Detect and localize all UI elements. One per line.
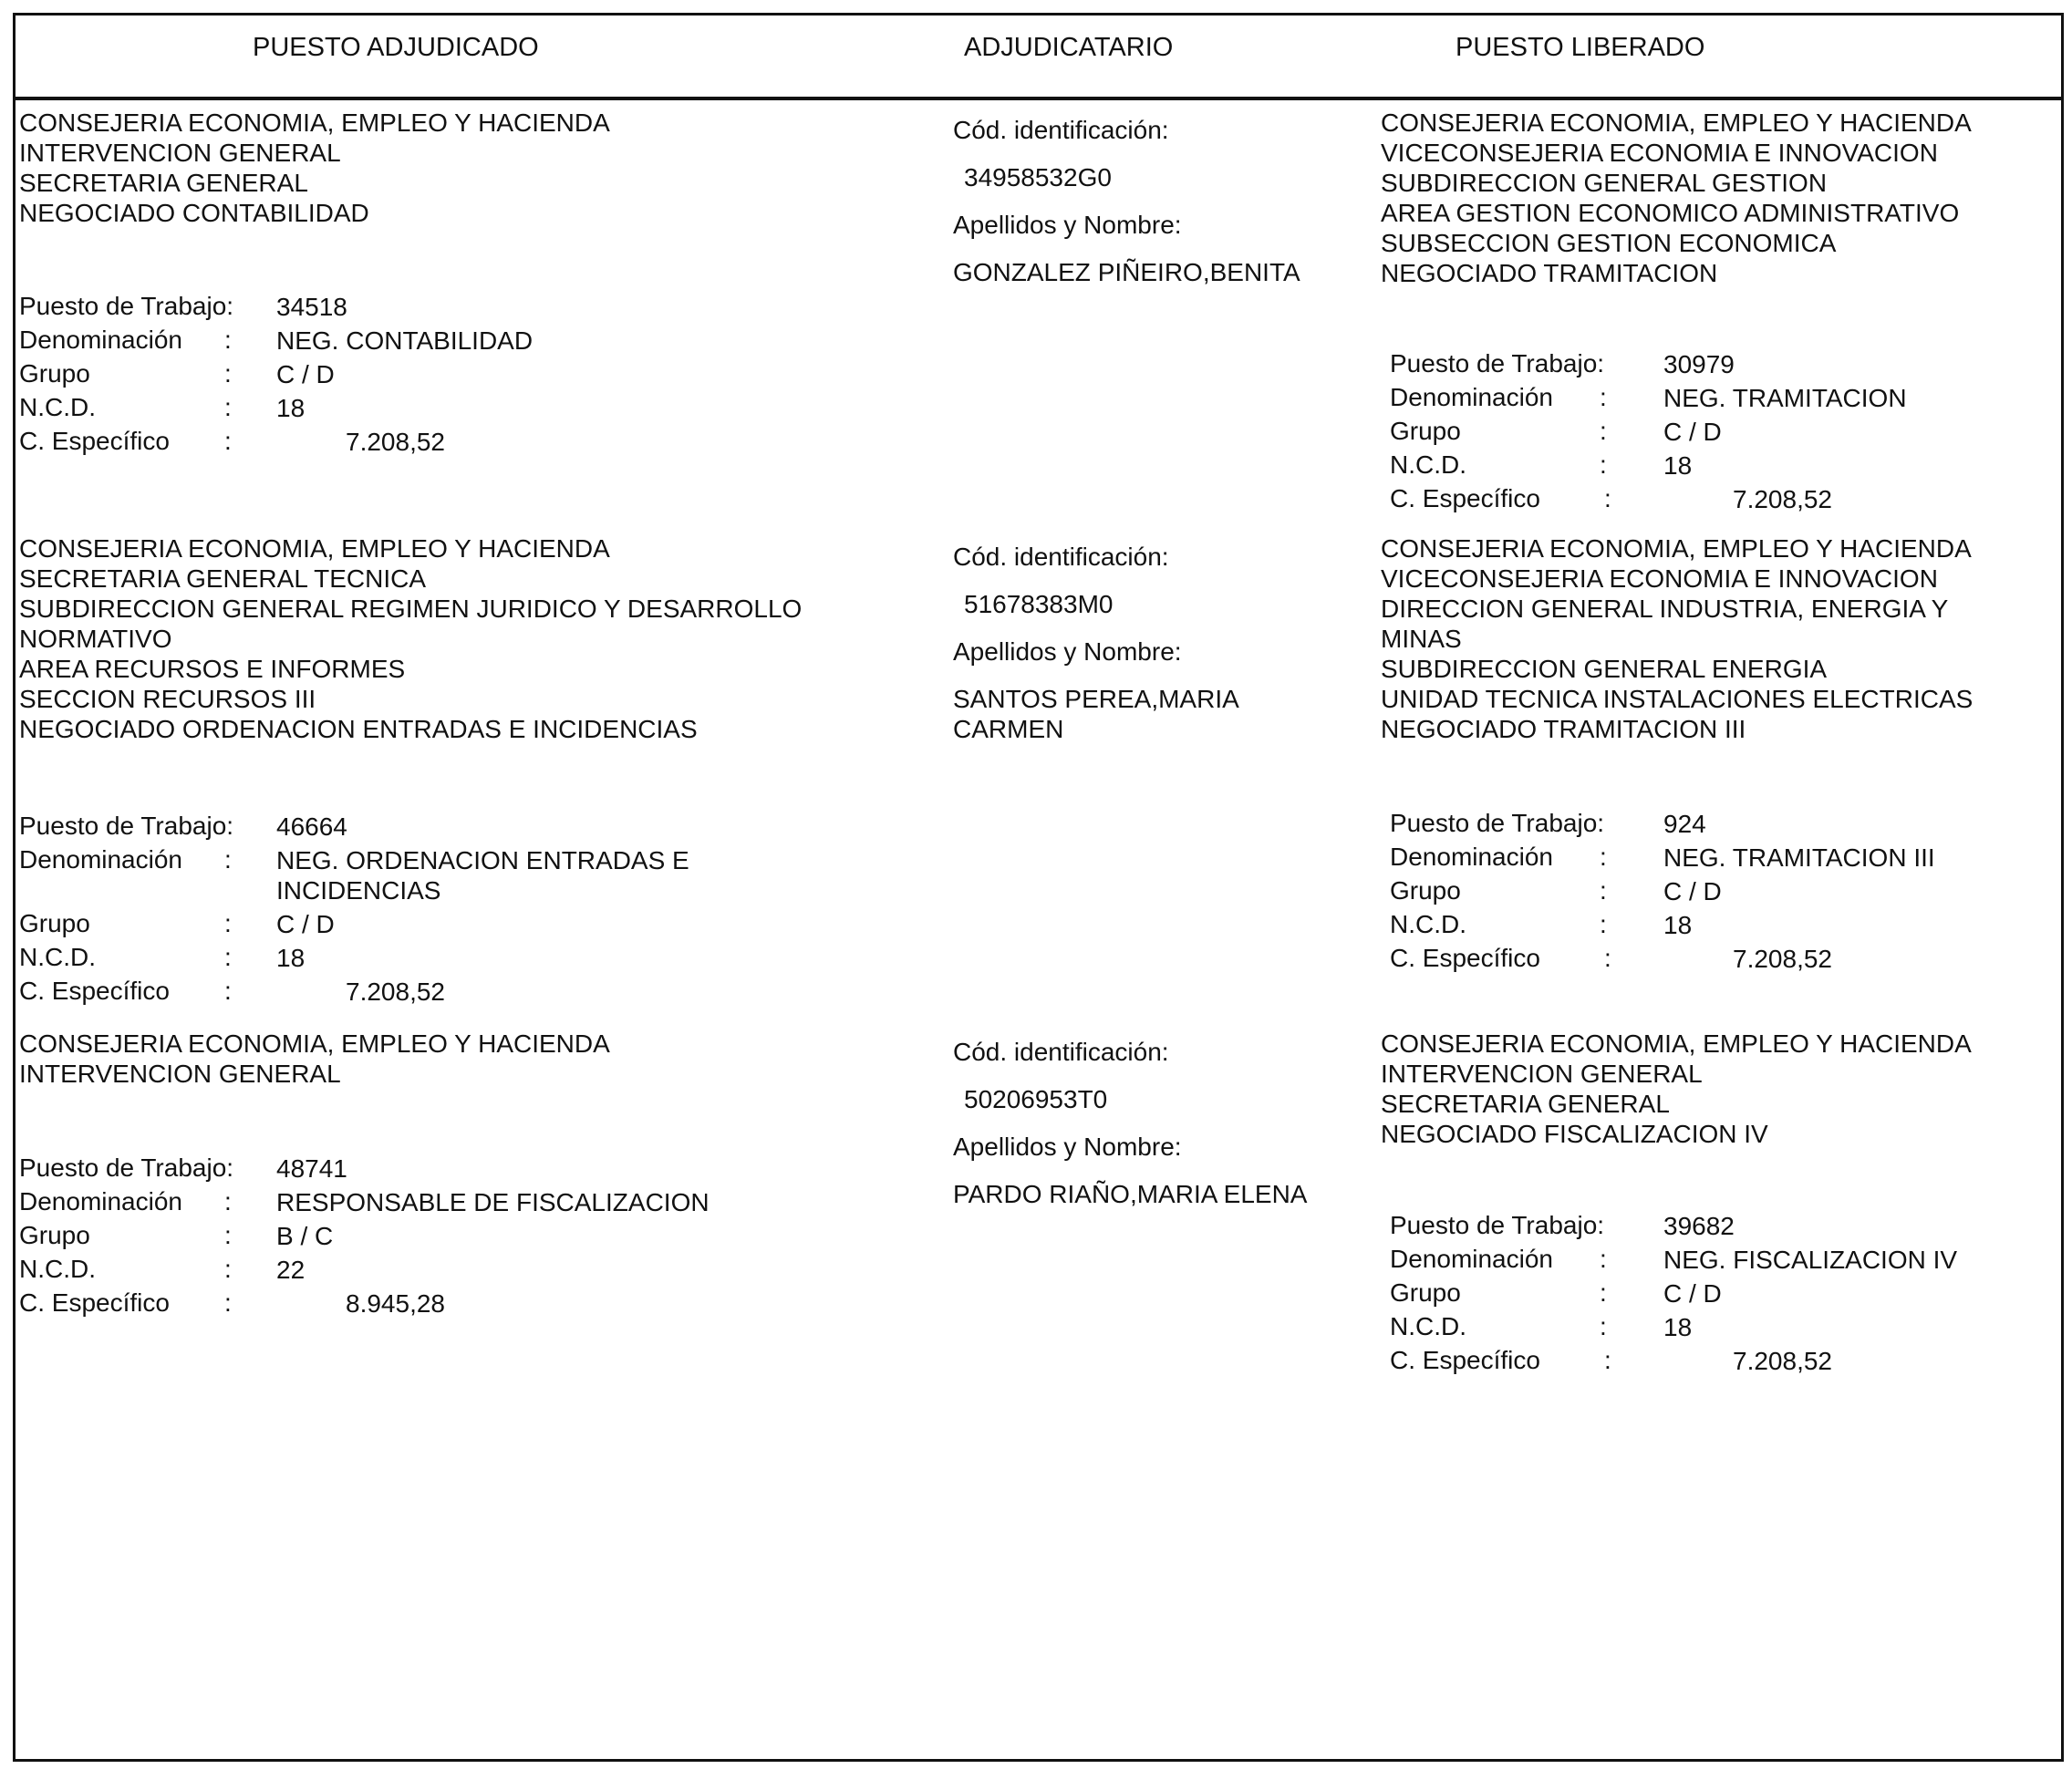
- org-line: INTERVENCION GENERAL: [19, 139, 341, 167]
- label-cod: Cód. identificación:: [953, 1038, 1169, 1066]
- label-grupo: Grupo: [1390, 876, 1461, 905]
- value-grupo: C / D: [276, 360, 335, 388]
- value-nombre: SANTOS PEREA,MARIA: [953, 685, 1239, 713]
- colon: :: [1600, 910, 1607, 938]
- org-line: SUBDIRECCION GENERAL ENERGIA: [1381, 655, 1828, 683]
- value-grupo: B / C: [276, 1222, 334, 1250]
- value-denominacion: NEG. TRAMITACION III: [1663, 843, 1935, 872]
- label-denominacion: Denominación: [19, 845, 182, 874]
- colon: :: [224, 1187, 232, 1216]
- colon: :: [1604, 484, 1611, 512]
- label-ncd: N.C.D.: [19, 393, 96, 421]
- org-line: VICECONSEJERIA ECONOMIA E INNOVACION: [1381, 139, 1938, 167]
- value-especifico: 8.945,28: [346, 1289, 445, 1318]
- value-ncd: 18: [276, 394, 306, 422]
- column-header-puesto-liberado: PUESTO LIBERADO: [1456, 33, 1705, 62]
- liberado-org-block: [1381, 108, 1972, 288]
- value-grupo: C / D: [1663, 418, 1722, 446]
- header-divider: [13, 97, 2064, 100]
- adjudicatario-block: [953, 1037, 1307, 1209]
- label-grupo: Grupo: [19, 1221, 90, 1249]
- label-ncd: N.C.D.: [1390, 450, 1466, 479]
- colon: :: [224, 909, 232, 937]
- label-puesto: Puesto de Trabajo:: [19, 1153, 234, 1182]
- org-line: CONSEJERIA ECONOMIA, EMPLEO Y HACIENDA: [19, 1029, 610, 1058]
- label-denominacion: Denominación: [19, 1187, 182, 1216]
- value-grupo: C / D: [276, 910, 335, 938]
- label-ncd: N.C.D.: [1390, 910, 1466, 938]
- label-grupo: Grupo: [1390, 1278, 1461, 1307]
- label-especifico: C. Específico: [1390, 484, 1540, 512]
- colon: :: [1600, 1312, 1607, 1340]
- label-denominacion: Denominación: [1390, 1245, 1553, 1273]
- colon: :: [224, 977, 232, 1005]
- org-line: MINAS: [1381, 625, 1462, 653]
- value-nombre: CARMEN: [953, 715, 1064, 743]
- value-puesto: 30979: [1663, 350, 1735, 378]
- colon: :: [1600, 876, 1607, 905]
- org-line: AREA RECURSOS E INFORMES: [19, 655, 406, 683]
- column-header-adjudicatario: ADJUDICATARIO: [964, 33, 1174, 62]
- org-line: INTERVENCION GENERAL: [1381, 1060, 1703, 1088]
- colon: :: [1600, 383, 1607, 411]
- label-cod: Cód. identificación:: [953, 116, 1169, 144]
- label-apellidos: Apellidos y Nombre:: [953, 211, 1182, 239]
- label-especifico: C. Específico: [19, 427, 170, 455]
- value-especifico: 7.208,52: [346, 428, 445, 456]
- label-denominacion: Denominación: [1390, 383, 1553, 411]
- adjudicado-org-block: [19, 533, 802, 744]
- org-line: NEGOCIADO TRAMITACION III: [1381, 715, 1746, 743]
- label-grupo: Grupo: [1390, 417, 1461, 445]
- colon: :: [1604, 1346, 1611, 1374]
- label-grupo: Grupo: [19, 909, 90, 937]
- colon: :: [1600, 450, 1607, 479]
- org-line: INTERVENCION GENERAL: [19, 1060, 341, 1088]
- colon: :: [224, 393, 232, 421]
- value-puesto: 34518: [276, 293, 347, 321]
- value-puesto: 924: [1663, 810, 1706, 838]
- colon: :: [224, 1221, 232, 1249]
- value-nombre: PARDO RIAÑO,MARIA ELENA: [953, 1180, 1308, 1208]
- label-denominacion: Denominación: [19, 326, 182, 354]
- org-line: NEGOCIADO ORDENACION ENTRADAS E INCIDENCIAS: [19, 715, 698, 743]
- org-line: UNIDAD TECNICA INSTALACIONES ELECTRICAS: [1381, 685, 1974, 713]
- label-puesto: Puesto de Trabajo:: [19, 812, 234, 840]
- value-puesto: 39682: [1663, 1212, 1735, 1240]
- value-ncd: 18: [1663, 911, 1693, 939]
- value-denominacion: NEG. FISCALIZACION IV: [1663, 1246, 1958, 1274]
- label-ncd: N.C.D.: [19, 1255, 96, 1283]
- org-line: SECRETARIA GENERAL: [19, 169, 308, 197]
- value-codigo: 50206953T0: [964, 1085, 1108, 1113]
- value-codigo: 51678383M0: [964, 590, 1114, 618]
- label-puesto: Puesto de Trabajo:: [1390, 1211, 1605, 1239]
- label-puesto: Puesto de Trabajo:: [19, 292, 234, 320]
- value-puesto: 46664: [276, 812, 347, 841]
- value-puesto: 48741: [276, 1154, 347, 1183]
- value-ncd: 18: [1663, 1313, 1693, 1341]
- label-apellidos: Apellidos y Nombre:: [953, 1133, 1182, 1161]
- colon: :: [1600, 417, 1607, 445]
- value-ncd: 22: [276, 1256, 306, 1284]
- column-header-puesto-adjudicado: PUESTO ADJUDICADO: [253, 33, 539, 62]
- org-line: CONSEJERIA ECONOMIA, EMPLEO Y HACIENDA: [1381, 109, 1972, 137]
- org-line: SECRETARIA GENERAL: [1381, 1090, 1670, 1118]
- org-line: SECRETARIA GENERAL TECNICA: [19, 564, 427, 593]
- org-line: CONSEJERIA ECONOMIA, EMPLEO Y HACIENDA: [1381, 534, 1972, 563]
- org-line: CONSEJERIA ECONOMIA, EMPLEO Y HACIENDA: [1381, 1029, 1972, 1058]
- value-especifico: 7.208,52: [1733, 485, 1832, 513]
- label-grupo: Grupo: [19, 359, 90, 388]
- value-grupo: C / D: [1663, 1279, 1722, 1308]
- org-line: NEGOCIADO CONTABILIDAD: [19, 199, 369, 227]
- colon: :: [1600, 1245, 1607, 1273]
- liberado-org-block: [1381, 1029, 1972, 1149]
- value-denominacion: NEG. CONTABILIDAD: [276, 326, 534, 355]
- colon: :: [224, 943, 232, 971]
- label-denominacion: Denominación: [1390, 843, 1553, 871]
- label-especifico: C. Específico: [1390, 1346, 1540, 1374]
- label-puesto: Puesto de Trabajo:: [1390, 809, 1605, 837]
- adjudicatario-block: [953, 115, 1300, 287]
- label-apellidos: Apellidos y Nombre:: [953, 637, 1182, 666]
- colon: :: [224, 1288, 232, 1317]
- org-line: CONSEJERIA ECONOMIA, EMPLEO Y HACIENDA: [19, 534, 610, 563]
- org-line: SUBSECCION GESTION ECONOMICA: [1381, 229, 1837, 257]
- denominacion-line: INCIDENCIAS: [276, 876, 441, 905]
- label-especifico: C. Específico: [19, 1288, 170, 1317]
- adjudicado-org-block: [19, 108, 610, 228]
- label-cod: Cód. identificación:: [953, 543, 1169, 571]
- value-denominacion: [276, 845, 689, 905]
- org-line: VICECONSEJERIA ECONOMIA E INNOVACION: [1381, 564, 1938, 593]
- adjudicatario-block: [953, 542, 1239, 744]
- colon: :: [224, 427, 232, 455]
- label-especifico: C. Específico: [19, 977, 170, 1005]
- colon: :: [224, 359, 232, 388]
- label-ncd: N.C.D.: [1390, 1312, 1466, 1340]
- value-especifico: 7.208,52: [1733, 1347, 1832, 1375]
- org-line: SUBDIRECCION GENERAL GESTION: [1381, 169, 1828, 197]
- org-line: CONSEJERIA ECONOMIA, EMPLEO Y HACIENDA: [19, 109, 610, 137]
- label-ncd: N.C.D.: [19, 943, 96, 971]
- org-line: NEGOCIADO TRAMITACION: [1381, 259, 1718, 287]
- org-line: SUBDIRECCION GENERAL REGIMEN JURIDICO Y DESARROLLO: [19, 595, 803, 623]
- colon: :: [224, 1255, 232, 1283]
- value-ncd: 18: [276, 944, 306, 972]
- colon: :: [1600, 1278, 1607, 1307]
- org-line: NEGOCIADO FISCALIZACION IV: [1381, 1120, 1768, 1148]
- value-codigo: 34958532G0: [964, 163, 1112, 191]
- colon: :: [224, 326, 232, 354]
- org-line: AREA GESTION ECONOMICO ADMINISTRATIVO: [1381, 199, 1960, 227]
- value-denominacion: RESPONSABLE DE FISCALIZACION: [276, 1188, 710, 1216]
- value-nombre: GONZALEZ PIÑEIRO,BENITA: [953, 258, 1300, 286]
- org-line: NORMATIVO: [19, 625, 172, 653]
- adjudicado-org-block: [19, 1029, 610, 1089]
- label-especifico: C. Específico: [1390, 944, 1540, 972]
- org-line: DIRECCION GENERAL INDUSTRIA, ENERGIA Y: [1381, 595, 1949, 623]
- value-ncd: 18: [1663, 451, 1693, 480]
- value-denominacion: NEG. TRAMITACION: [1663, 384, 1907, 412]
- colon: :: [1604, 944, 1611, 972]
- liberado-org-block: [1381, 533, 1973, 744]
- colon: :: [224, 845, 232, 874]
- org-line: SECCION RECURSOS III: [19, 685, 316, 713]
- colon: :: [1600, 843, 1607, 871]
- value-especifico: 7.208,52: [346, 978, 445, 1006]
- label-puesto: Puesto de Trabajo:: [1390, 349, 1605, 378]
- denominacion-line: NEG. ORDENACION ENTRADAS E: [276, 846, 689, 874]
- value-especifico: 7.208,52: [1733, 945, 1832, 973]
- value-grupo: C / D: [1663, 877, 1722, 905]
